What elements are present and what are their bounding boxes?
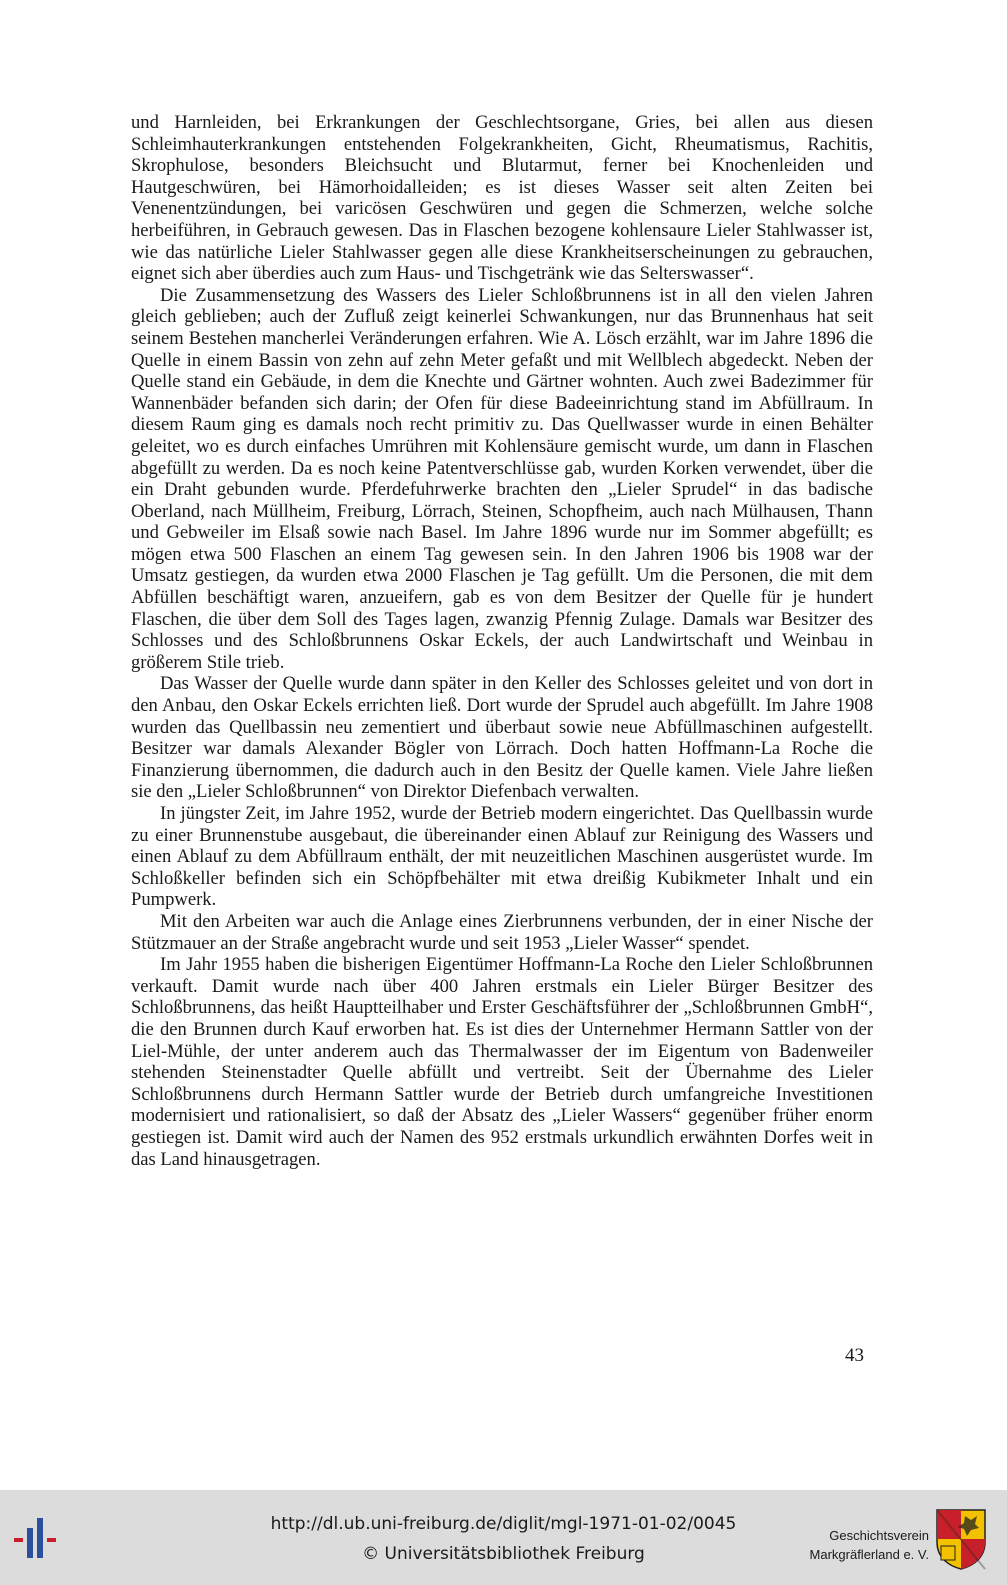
paragraph-3: Das Wasser der Quelle wurde dann später in den Keller des Schlosses geleitet und von dort in den Anbau, den Oskar Eckels errichten ließ. Dort wurde der Sprudel auch abgefüllt. Im Jahre 1908 wurden das Quellbassin neu zementiert und überbaut sowie neue Abfüllmaschinen aufgestellt. Besitzer war damals Alexander Bögler von Lörrach. Doch hatten Hoffmann-La Roche die Finanzierung übernommen, die dadurch auch in den Besitz der Quelle kamen. Viele Jahre ließen sie den „Lieler Schloßbrunnen“ von Direktor Diefenbach verwalten. (131, 673, 873, 803)
paragraph-1: und Harnleiden, bei Erkrankungen der Geschlechtsorgane, Gries, bei allen aus diesen Schleimhauterkrankungen entstehenden Folgekrankheiten, Gicht, Rheumatismus, Rachitis, Skrophulose, besonders Bleichsucht und Blutarmut, ferner bei Knochenleiden und Hautgeschwüren, bei Hämorhoidalleiden; es ist dieses Wasser seit alten Zeiten bei Venenentzündungen, bei varicösen Geschwüren und gegen die Schmerzen, welche solche herbeiführen, in Gebrauch gewesen. Das in Flaschen bezogene kohlensaure Lieler Stahlwasser ist, wie das natürliche Lieler Stahlwasser gegen alle diese Krankheitserscheinungen zu gebrauchen, eignet sich aber überdies auch zum Haus- und Tischgetränk wie das Selterswasser“. (131, 112, 873, 285)
footer-copyright: © Universitätsbibliothek Freiburg (362, 1544, 645, 1564)
paragraph-2: Die Zusammensetzung des Wassers des Lieler Schloßbrunnens ist in all den vielen Jahren gleich geblieben; auch der Zufluß zeigt keinerlei Schwankungen, nur das Brunnenhaus hat seit seinem Bestehen mancherlei Veränderungen erfahren. Wie A. Lösch erzählt, war im Jahre 1896 die Quelle in einem Bassin von zehn auf zehn Meter gefaßt und mit Wellblech abgedeckt. Neben der Quelle stand ein Gebäude, in dem die Knechte und Gärtner wohnten. Auch zwei Badezimmer für Wannenbäder befanden sich darin; der Ofen für diese Badeeinrichtung stand im Abfüllraum. In diesem Raum ging es damals noch recht primitiv zu. Das Quellwasser wurde in einen Behälter geleitet, wo es durch einfaches Umrühren mit Kohlensäure gemischt wurde, um dann in Flaschen abgefüllt zu werden. Da es noch keine Patentverschlüsse gab, wurden Korken verwendet, über die ein Draht gebunden wurde. Pferdefuhrwerke brachten den „Lieler Sprudel“ in das badische Oberland, nach Müllheim, Freiburg, Lörrach, Steinen, Schopfheim, auch nach Mülhausen, Thann und Gebweiler im Elsaß sowie nach Basel. Im Jahre 1896 wurde nur im Sommer abgefüllt; es mögen etwa 500 Flaschen an einem Tag gewesen sein. In den Jahren 1906 bis 1908 war der Umsatz gestiegen, da wurden etwa 2000 Flaschen je Tag gefüllt. Um die Personen, die mit dem Abfüllen beschäftigt waren, anzueifern, gab es von dem Besitzer der Quelle für je hundert Flaschen, die über dem Soll des Tages lagen, zwanzig Pfennig Zulage. Damals war Besitzer des Schlosses und des Schloßbrunnens Oskar Eckels, der auch Landwirtschaft und Weinbau in größerem Stile trieb. (131, 284, 873, 673)
paragraph-5: Mit den Arbeiten war auch die Anlage eines Zierbrunnens verbunden, der in einer Nische der Stützmauer an der Straße angebracht wurde und seit 1953 „Lieler Wasser“ spendet. (131, 910, 873, 954)
footer-bar (0, 1490, 1007, 1585)
society-name-line1: Geschichtsverein (829, 1528, 929, 1543)
paragraph-4: In jüngster Zeit, im Jahre 1952, wurde der Betrieb modern eingerichtet. Das Quellbassin wurde zu einer Brunnenstube ausgebaut, die übereinander einen Ablauf zur Reinigung des Wassers und einen Ablauf zu dem Abfüllraum enthält, der mit neuzeitlichen Maschinen ausgerüstet wurde. Im Schloßkeller befinden sich ein Schöpfbehälter mit etwa dreißig Kubikmeter Inhalt und ein Pumpwerk. (131, 803, 873, 911)
society-name-line2: Markgräflerland e. V. (809, 1547, 929, 1562)
society-name (810, 1526, 929, 1564)
footer-url-link[interactable]: http://dl.ub.uni-freiburg.de/diglit/mgl-1971-01-02/0045 (270, 1514, 737, 1534)
paragraph-6: Im Jahr 1955 haben die bisherigen Eigentümer Hoffmann-La Roche den Lieler Schloßbrunnen verkauft. Damit wurde nach über 400 Jahren erstmals ein Lieler Bürger Besitzer des Schloßbrunnens, das heißt Hauptteilhaber und Erster Geschäftsführer der „Schloßbrunnen GmbH“, die den Brunnen durch Kauf erworben hat. Es ist dies der Unternehmer Hermann Sattler von der Liel-Mühle, der unter anderem auch das Thermalwasser der im Eigentum von Badenweiler stehenden Steinenstadter Quelle abfüllt und vertreibt. Seit der Übernahme des Lieler Schloßbrunnens durch Hermann Sattler wurde der Betrieb durch umfangreiche Investitionen modernisiert und rationalisiert, so daß der Absatz des „Lieler Wassers“ gegenüber früher enorm gestiegen ist. Damit wird auch der Namen des 952 erstmals urkundlich erwähnten Dorfes weit in das Land hinausgetragen. (131, 954, 873, 1170)
coat-of-arms-icon (935, 1508, 987, 1570)
page-number: 43 (845, 1345, 864, 1366)
body-text (131, 112, 873, 1170)
